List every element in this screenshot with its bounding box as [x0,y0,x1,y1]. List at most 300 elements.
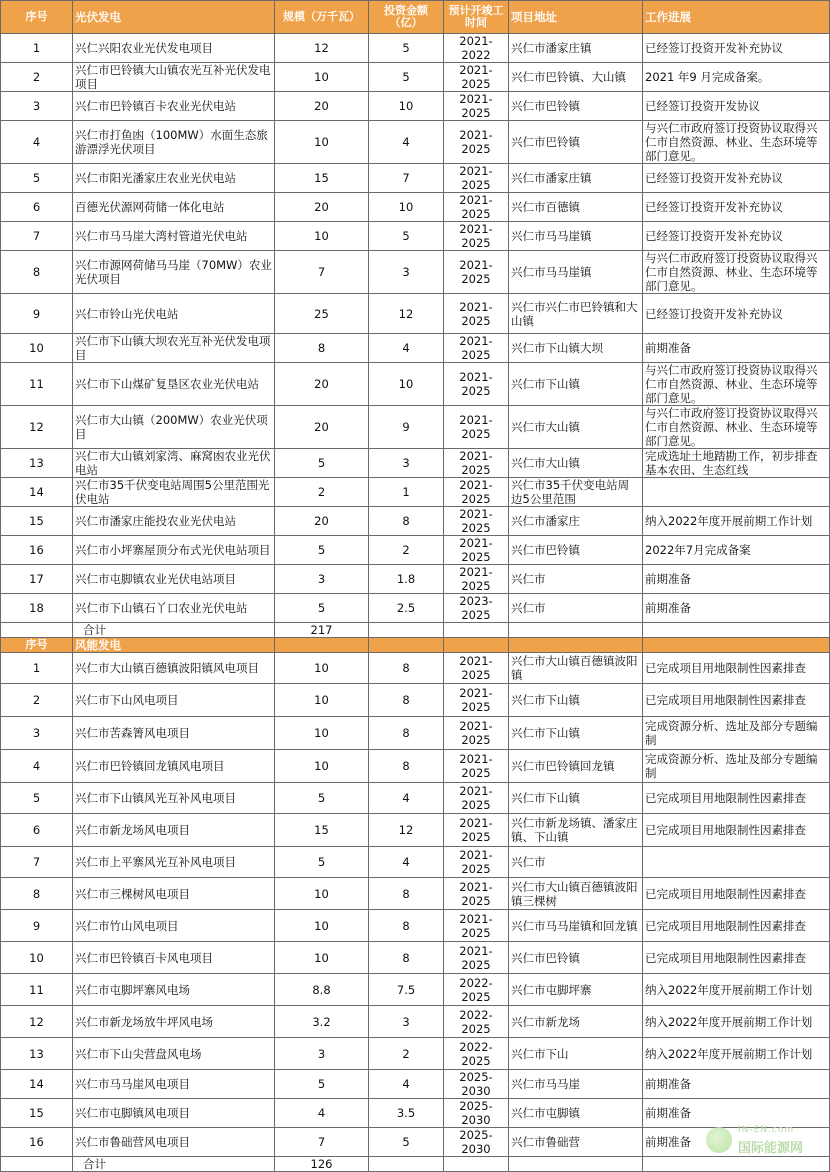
project-invest: 1 [369,478,444,507]
project-location: 兴仁市新龙场镇、潘家庄镇、下山镇 [509,814,643,847]
total-scale: 126 [275,1157,369,1172]
wind-total-row [1,1157,830,1172]
project-scale: 20 [275,193,369,222]
project-scale: 2 [275,478,369,507]
project-time: 2021-2025 [444,222,509,251]
project-invest: 8 [369,684,444,717]
row-no: 1 [1,653,73,684]
project-scale: 5 [275,449,369,478]
project-scale: 20 [275,507,369,536]
project-name: 兴仁市铃山光伏电站 [73,294,275,334]
project-location: 兴仁市巴铃镇 [509,942,643,974]
project-invest: 3 [369,449,444,478]
project-scale: 15 [275,814,369,847]
table-row [1,536,830,565]
project-time: 2021-2025 [444,251,509,294]
project-invest: 12 [369,814,444,847]
row-no: 11 [1,974,73,1006]
row-no: 1 [1,34,73,63]
project-progress [643,847,830,878]
total-empty [444,1157,509,1172]
row-no: 9 [1,294,73,334]
project-name: 兴仁市打鱼凼（100MW）水面生态旅游漂浮光伏项目 [73,121,275,164]
table-row [1,1099,830,1128]
project-name: 兴仁市大山镇（200MW）农业光伏项目 [73,406,275,449]
project-name: 兴仁市巴铃镇百卡农业光伏电站 [73,92,275,121]
project-location: 兴仁市新龙场 [509,1006,643,1038]
table-row [1,1128,830,1157]
project-name: 兴仁市巴铃镇回龙镇风电项目 [73,750,275,783]
project-time: 2022-2025 [444,974,509,1006]
project-location: 兴仁市巴铃镇、大山镇 [509,63,643,92]
project-invest: 3.5 [369,1099,444,1128]
wind-header-no: 序号 [1,638,73,653]
project-scale: 5 [275,783,369,814]
project-scale: 15 [275,164,369,193]
project-invest: 8 [369,910,444,942]
project-location: 兴仁市下山镇 [509,363,643,406]
project-invest: 9 [369,406,444,449]
row-no: 16 [1,536,73,565]
row-no: 3 [1,92,73,121]
table-row [1,92,830,121]
project-location: 兴仁市巴铃镇回龙镇 [509,750,643,783]
row-no: 10 [1,942,73,974]
project-invest: 10 [369,92,444,121]
solar-header-name: 光伏发电 [73,1,275,34]
total-empty [1,623,73,638]
row-no: 4 [1,121,73,164]
project-name: 兴仁市大山镇刘家湾、麻窝凼农业光伏电站 [73,449,275,478]
project-scale: 3 [275,565,369,594]
project-invest: 8 [369,507,444,536]
project-invest: 10 [369,193,444,222]
project-invest: 4 [369,121,444,164]
project-name: 兴仁市上平寨风光互补风电项目 [73,847,275,878]
table-row [1,653,830,684]
project-progress: 已经签订投资开发补充协议 [643,193,830,222]
solar-header-progress: 工作进展 [643,1,830,34]
project-progress: 与兴仁市政府签订投资协议取得兴仁市自然资源、林业、生态环境等部门意见。 [643,406,830,449]
project-progress: 前期准备 [643,334,830,363]
solar-header-no: 序号 [1,1,73,34]
project-location: 兴仁市巴铃镇 [509,92,643,121]
table-row [1,814,830,847]
project-time: 2021-2025 [444,565,509,594]
project-name: 兴仁市35千伏变电站周围5公里范围光伏电站 [73,478,275,507]
table-row [1,294,830,334]
row-no: 6 [1,814,73,847]
project-scale: 5 [275,536,369,565]
project-name: 兴仁市潘家庄能投农业光伏电站 [73,507,275,536]
project-scale: 5 [275,1070,369,1099]
project-progress: 与兴仁市政府签订投资协议取得兴仁市自然资源、林业、生态环境等部门意见。 [643,121,830,164]
project-progress: 与兴仁市政府签订投资协议取得兴仁市自然资源、林业、生态环境等部门意见。 [643,363,830,406]
project-name: 兴仁市屯脚镇农业光伏电站项目 [73,565,275,594]
row-no: 12 [1,406,73,449]
row-no: 13 [1,1038,73,1070]
project-invest: 8 [369,653,444,684]
project-invest: 4 [369,334,444,363]
project-progress: 已经签订投资开发补充协议 [643,294,830,334]
row-no: 7 [1,222,73,251]
total-empty [369,1157,444,1172]
project-scale: 10 [275,750,369,783]
table-row [1,594,830,623]
project-location: 兴仁市屯脚镇 [509,1099,643,1128]
row-no: 18 [1,594,73,623]
project-progress: 已经签订投资开发补充协议 [643,164,830,193]
project-location: 兴仁市35千伏变电站周边5公里范围 [509,478,643,507]
project-location: 兴仁市大山镇 [509,406,643,449]
project-location: 兴仁市巴铃镇 [509,536,643,565]
project-location: 兴仁市大山镇百德镇波阳镇三棵树 [509,878,643,910]
project-scale: 10 [275,222,369,251]
table-row [1,406,830,449]
table-row [1,363,830,406]
table-row [1,942,830,974]
project-scale: 10 [275,942,369,974]
row-no: 3 [1,717,73,750]
project-progress: 已完成项目用地限制性因素排查 [643,942,830,974]
project-progress: 纳入2022年度开展前期工作计划 [643,974,830,1006]
solar-total-row [1,623,830,638]
project-invest: 3 [369,1006,444,1038]
project-progress: 前期准备 [643,1099,830,1128]
project-progress: 已完成项目用地限制性因素排查 [643,684,830,717]
project-invest: 5 [369,1128,444,1157]
project-progress: 2021 年9 月完成备案。 [643,63,830,92]
wind-header-empty [275,638,369,653]
project-time: 2021-2025 [444,63,509,92]
wind-header-row [1,638,830,653]
project-invest: 7 [369,164,444,193]
row-no: 2 [1,63,73,92]
watermark-line1: IN-EN.com [738,1125,795,1135]
solar-header-time: 预计开竣工时间 [444,1,509,34]
project-scale: 5 [275,594,369,623]
project-name: 兴仁市下山镇风光互补风电项目 [73,783,275,814]
row-no: 5 [1,164,73,193]
project-name: 兴仁市小坪寨屋顶分布式光伏电站项目 [73,536,275,565]
project-location: 兴仁市百德镇 [509,193,643,222]
wind-header-empty [509,638,643,653]
project-name: 兴仁市竹山风电项目 [73,910,275,942]
project-time: 2021-2025 [444,653,509,684]
project-time: 2022-2025 [444,1038,509,1070]
table-row [1,478,830,507]
project-scale: 3.2 [275,1006,369,1038]
total-scale: 217 [275,623,369,638]
row-no: 14 [1,478,73,507]
row-no: 4 [1,750,73,783]
project-progress: 已经签订投资开发补充协议 [643,34,830,63]
total-empty [509,1157,643,1172]
table-row [1,783,830,814]
project-progress: 已完成项目用地限制性因素排查 [643,814,830,847]
project-location: 兴仁市 [509,565,643,594]
project-location: 兴仁市潘家庄 [509,507,643,536]
project-invest: 2.5 [369,594,444,623]
project-scale: 4 [275,1099,369,1128]
table-row [1,847,830,878]
project-scale: 7 [275,1128,369,1157]
watermark-line2: 国际能源网 [738,1141,804,1156]
project-time: 2021-2025 [444,783,509,814]
table-row [1,121,830,164]
project-scale: 20 [275,92,369,121]
table-row [1,222,830,251]
project-name: 兴仁市新龙场放牛坪风电场 [73,1006,275,1038]
project-time: 2021-2025 [444,750,509,783]
solar-header-scale: 规模（万千瓦） [275,1,369,34]
row-no: 6 [1,193,73,222]
project-location: 兴仁市下山镇 [509,783,643,814]
table-row [1,1006,830,1038]
project-time: 2021-2025 [444,878,509,910]
project-progress: 完成选址土地踏勘工作，初步排查基本农田、生态红线 [643,449,830,478]
project-scale: 20 [275,406,369,449]
table-row [1,63,830,92]
total-empty [509,623,643,638]
project-invest: 12 [369,294,444,334]
project-invest: 7.5 [369,974,444,1006]
project-progress: 已完成项目用地限制性因素排查 [643,910,830,942]
project-name: 兴仁市巴铃镇百卡风电项目 [73,942,275,974]
project-location: 兴仁市马马崖镇和回龙镇 [509,910,643,942]
project-scale: 10 [275,878,369,910]
project-name: 兴仁市马马崖风电项目 [73,1070,275,1099]
project-progress: 纳入2022年度开展前期工作计划 [643,1006,830,1038]
solar-header-invest: 投资金额（亿） [369,1,444,34]
project-progress: 已经签订投资开发协议 [643,92,830,121]
project-time: 2025-2030 [444,1128,509,1157]
project-name: 兴仁兴阳农业光伏发电项目 [73,34,275,63]
table-row [1,251,830,294]
project-scale: 10 [275,684,369,717]
wind-header-name: 风能发电 [73,638,275,653]
project-invest: 1.8 [369,565,444,594]
project-name: 兴仁市三棵树风电项目 [73,878,275,910]
project-time: 2021-2025 [444,536,509,565]
project-time: 2021-2025 [444,910,509,942]
project-name: 兴仁市新龙场风电项目 [73,814,275,847]
project-name: 兴仁市下山尖营盘风电场 [73,1038,275,1070]
table-row [1,565,830,594]
total-empty [1,1157,73,1172]
project-location: 兴仁市下山镇 [509,717,643,750]
project-invest: 4 [369,847,444,878]
project-location: 兴仁市大山镇百德镇波阳镇 [509,653,643,684]
project-location: 兴仁市兴仁市巴铃镇和大山镇 [509,294,643,334]
project-progress: 前期准备 [643,594,830,623]
project-time: 2025-2030 [444,1070,509,1099]
row-no: 15 [1,507,73,536]
total-empty [444,623,509,638]
table-row [1,34,830,63]
project-invest: 5 [369,63,444,92]
project-time: 2021-2025 [444,294,509,334]
row-no: 11 [1,363,73,406]
project-invest: 8 [369,717,444,750]
row-no: 8 [1,878,73,910]
project-time: 2022-2025 [444,1006,509,1038]
project-invest: 3 [369,251,444,294]
project-progress: 纳入2022年度开展前期工作计划 [643,1038,830,1070]
project-time: 2021-2025 [444,193,509,222]
project-name: 百德光伏源网荷储一体化电站 [73,193,275,222]
project-location: 兴仁市巴铃镇 [509,121,643,164]
project-scale: 10 [275,63,369,92]
projects-table-body [1,1,830,1172]
project-invest: 4 [369,1070,444,1099]
project-scale: 20 [275,363,369,406]
project-progress: 与兴仁市政府签订投资协议取得兴仁市自然资源、林业、生态环境等部门意见。 [643,251,830,294]
total-empty [369,623,444,638]
project-location: 兴仁市潘家庄镇 [509,164,643,193]
project-location: 兴仁市鲁础营 [509,1128,643,1157]
table-row [1,910,830,942]
project-scale: 10 [275,653,369,684]
table-row [1,878,830,910]
solar-header-row [1,1,830,34]
row-no: 10 [1,334,73,363]
project-invest: 8 [369,878,444,910]
project-scale: 25 [275,294,369,334]
project-time: 2021-2025 [444,814,509,847]
table-row [1,684,830,717]
project-name: 兴仁市苦森箐风电项目 [73,717,275,750]
project-scale: 10 [275,121,369,164]
project-time: 2021-2025 [444,363,509,406]
project-name: 兴仁市大山镇百德镇波阳镇风电项目 [73,653,275,684]
project-location: 兴仁市马马崖 [509,1070,643,1099]
wind-header-empty [369,638,444,653]
project-time: 2021-2025 [444,847,509,878]
project-location: 兴仁市马马崖镇 [509,251,643,294]
project-time: 2021-2025 [444,717,509,750]
table-row [1,164,830,193]
row-no: 7 [1,847,73,878]
project-progress: 前期准备 [643,1070,830,1099]
total-label: 合计 [73,623,275,638]
project-scale: 8 [275,334,369,363]
total-empty [643,623,830,638]
total-empty [643,1157,830,1172]
project-name: 兴仁市马马崖大湾村管道光伏电站 [73,222,275,251]
table-row [1,507,830,536]
project-location: 兴仁市下山镇大坝 [509,334,643,363]
project-scale: 7 [275,251,369,294]
row-no: 15 [1,1099,73,1128]
project-time: 2021-2025 [444,478,509,507]
project-progress: 纳入2022年度开展前期工作计划 [643,507,830,536]
project-scale: 10 [275,910,369,942]
project-name: 兴仁市下山镇石丫口农业光伏电站 [73,594,275,623]
project-time: 2021-2025 [444,121,509,164]
project-time: 2023-2025 [444,594,509,623]
row-no: 8 [1,251,73,294]
project-invest: 2 [369,1038,444,1070]
row-no: 12 [1,1006,73,1038]
project-scale: 10 [275,717,369,750]
row-no: 2 [1,684,73,717]
project-scale: 12 [275,34,369,63]
project-location: 兴仁市马马崖镇 [509,222,643,251]
project-progress: 2022年7月完成备案 [643,536,830,565]
table-row [1,449,830,478]
project-location: 兴仁市 [509,847,643,878]
project-time: 2025-2030 [444,1099,509,1128]
table-row [1,750,830,783]
total-label: 合计 [73,1157,275,1172]
project-time: 2021-2022 [444,34,509,63]
table-row [1,1038,830,1070]
project-time: 2021-2025 [444,92,509,121]
project-progress: 前期准备 [643,565,830,594]
row-no: 14 [1,1070,73,1099]
project-progress: 已完成项目用地限制性因素排查 [643,783,830,814]
project-name: 兴仁市源网荷储马马崖（70MW）农业光伏项目 [73,251,275,294]
project-time: 2021-2025 [444,449,509,478]
project-progress: 完成资源分析、选址及部分专题编制 [643,750,830,783]
project-name: 兴仁市巴铃镇大山镇农光互补光伏发电项目 [73,63,275,92]
row-no: 5 [1,783,73,814]
project-name: 兴仁市下山镇大坝农光互补光伏发电项目 [73,334,275,363]
project-invest: 10 [369,363,444,406]
project-progress: 完成资源分析、选址及部分专题编制 [643,717,830,750]
project-location: 兴仁市潘家庄镇 [509,34,643,63]
project-progress: 前期准备 [643,1128,830,1157]
solar-header-location: 项目地址 [509,1,643,34]
project-progress: 已完成项目用地限制性因素排查 [643,653,830,684]
row-no: 16 [1,1128,73,1157]
project-name: 兴仁市鲁础营风电项目 [73,1128,275,1157]
project-invest: 4 [369,783,444,814]
project-scale: 5 [275,847,369,878]
project-invest: 5 [369,222,444,251]
row-no: 9 [1,910,73,942]
project-invest: 8 [369,942,444,974]
project-location: 兴仁市大山镇 [509,449,643,478]
project-time: 2021-2025 [444,942,509,974]
project-location: 兴仁市 [509,594,643,623]
project-name: 兴仁市屯脚坪寨风电场 [73,974,275,1006]
project-name: 兴仁市阳光潘家庄农业光伏电站 [73,164,275,193]
project-time: 2021-2025 [444,406,509,449]
row-no: 13 [1,449,73,478]
project-name: 兴仁市下山风电项目 [73,684,275,717]
project-progress: 已经签订投资开发补充协议 [643,222,830,251]
project-scale: 8.8 [275,974,369,1006]
project-time: 2021-2025 [444,507,509,536]
project-time: 2021-2025 [444,334,509,363]
table-row [1,334,830,363]
project-name: 兴仁市屯脚镇风电项目 [73,1099,275,1128]
project-progress: 已完成项目用地限制性因素排查 [643,878,830,910]
project-time: 2021-2025 [444,684,509,717]
wind-header-empty [444,638,509,653]
row-no: 17 [1,565,73,594]
project-invest: 2 [369,536,444,565]
project-time: 2021-2025 [444,164,509,193]
table-row [1,974,830,1006]
project-name: 兴仁市下山煤矿复垦区农业光伏电站 [73,363,275,406]
project-invest: 8 [369,750,444,783]
project-progress [643,478,830,507]
project-location: 兴仁市屯脚坪寨 [509,974,643,1006]
project-scale: 3 [275,1038,369,1070]
